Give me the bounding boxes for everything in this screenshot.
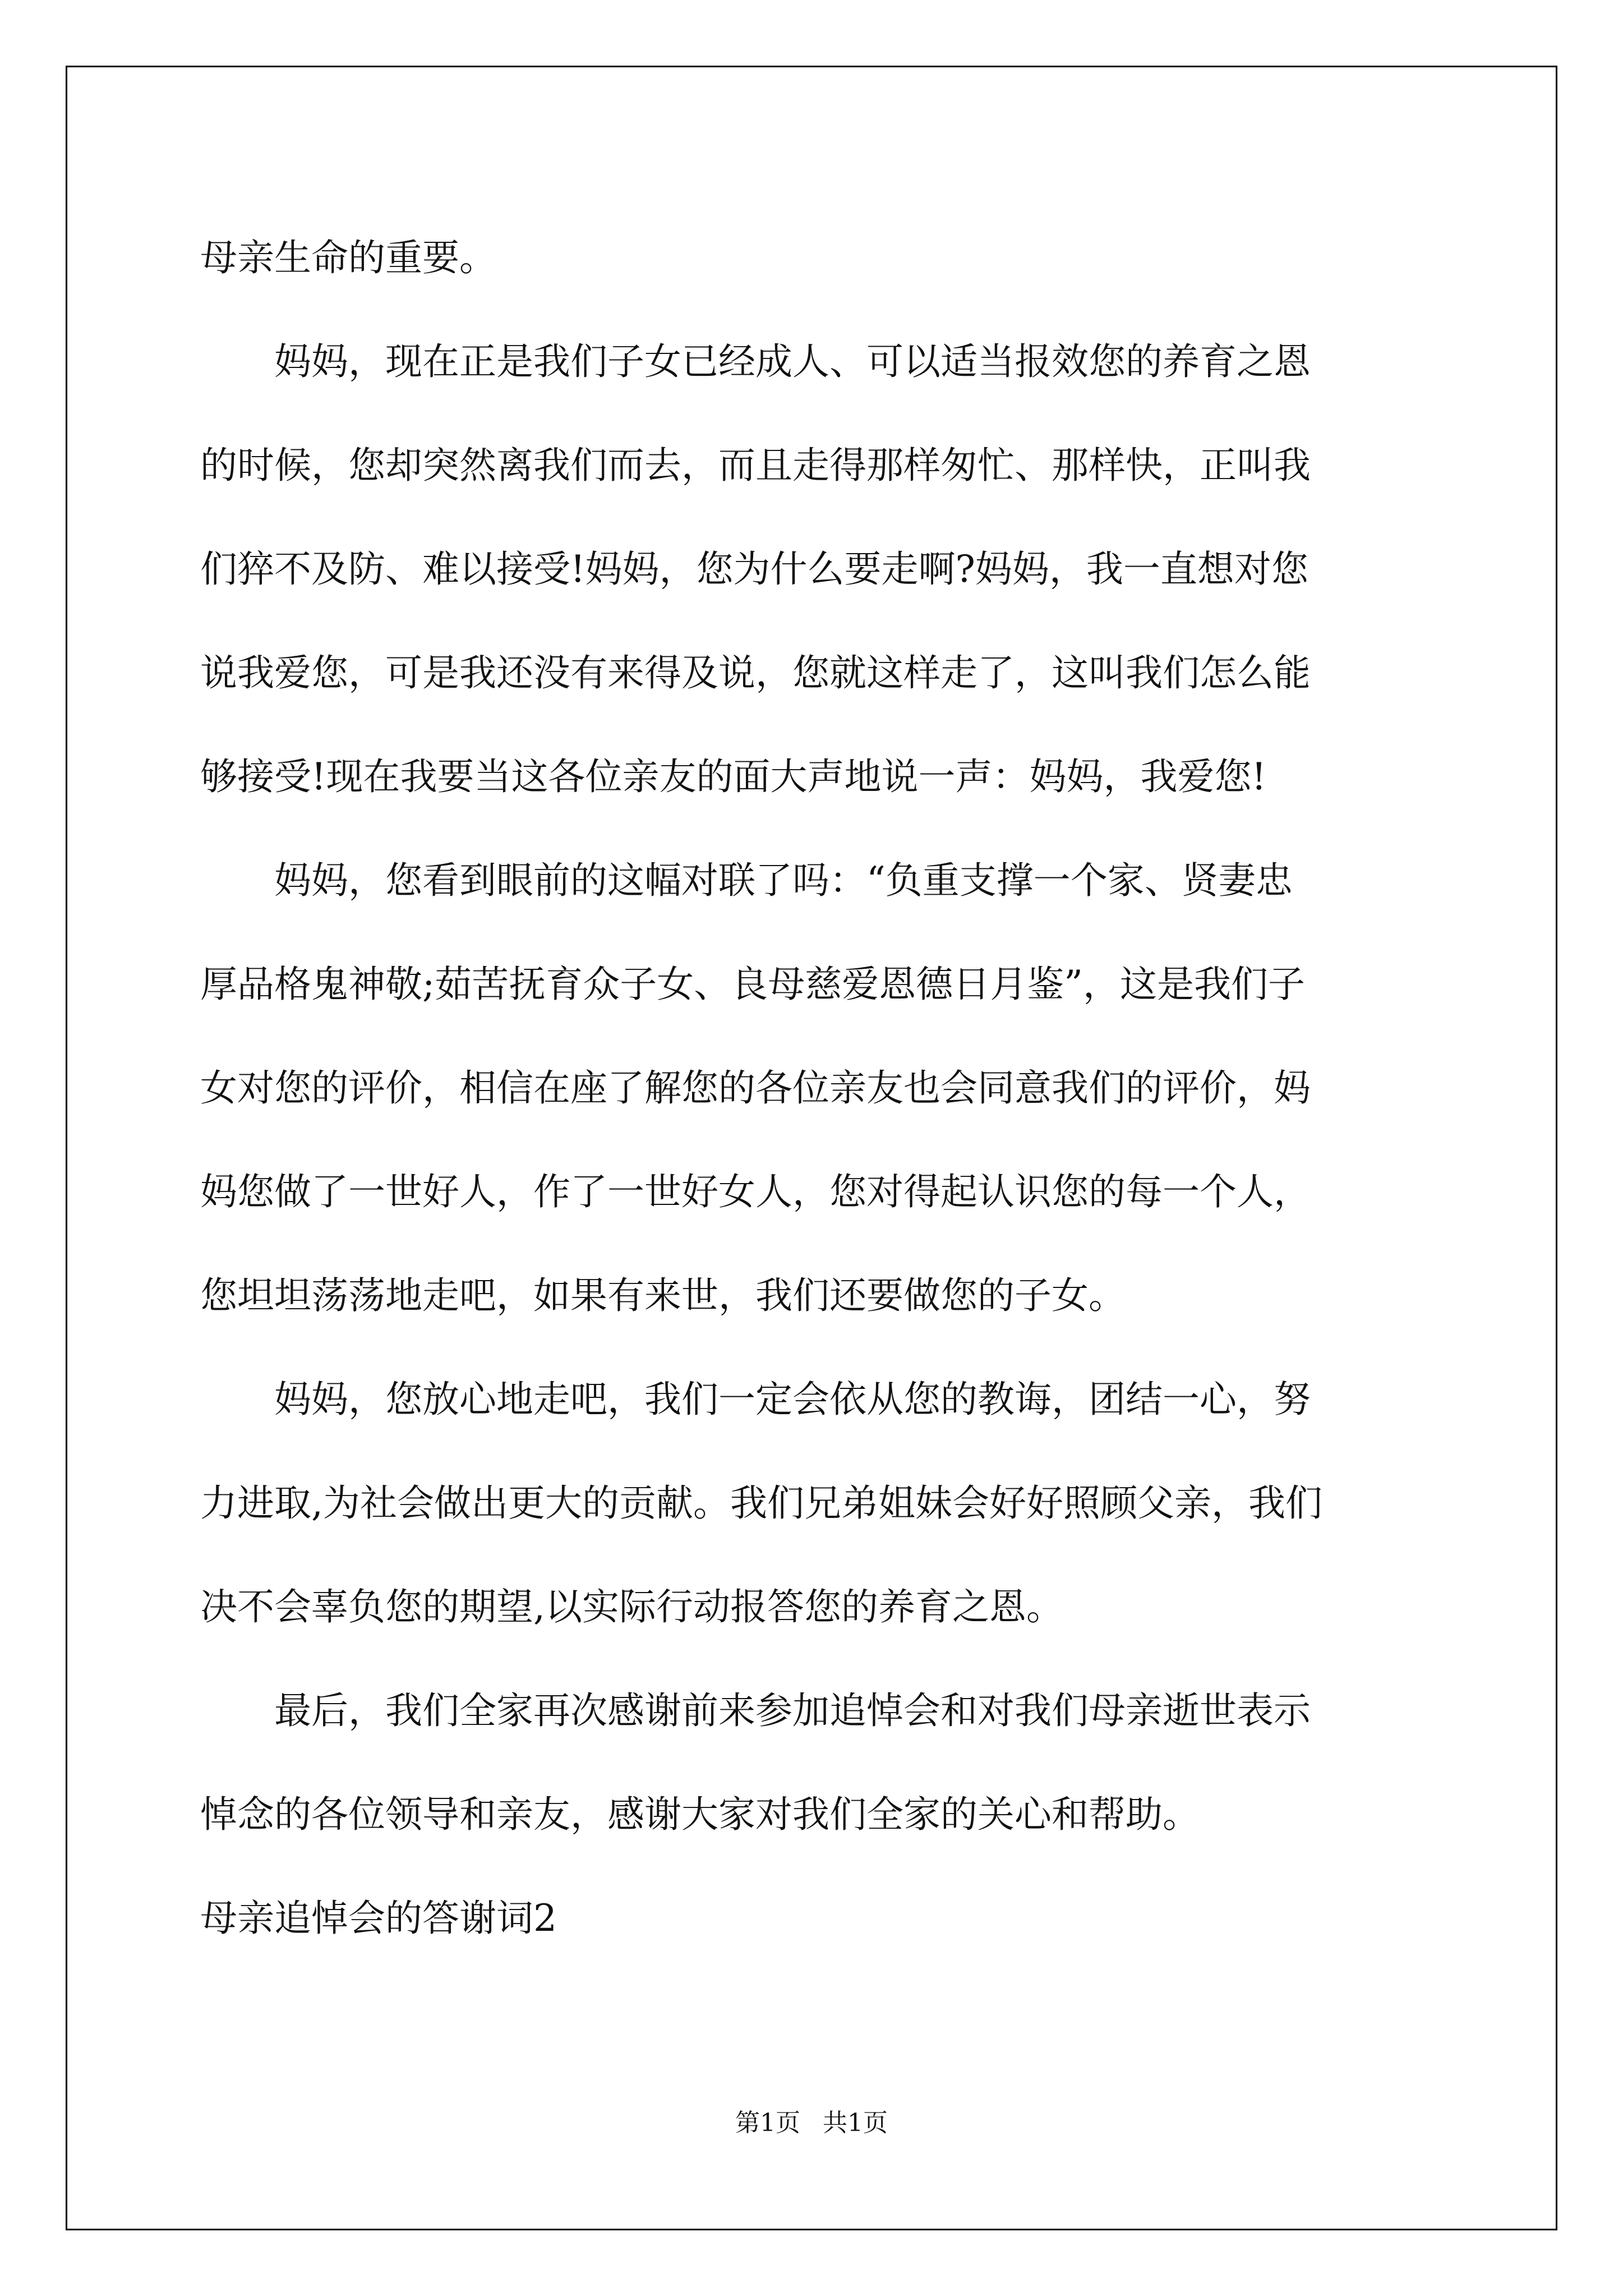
text-line: 您坦坦荡荡地走吧，如果有来世，我们还要做您的子女。 xyxy=(200,1274,1126,1317)
text-line: 妈您做了一世好人，作了一世好女人，您对得起认识您的每一个人， xyxy=(200,1170,1311,1213)
text-line: 们猝不及防、难以接受!妈妈，您为什么要走啊?妈妈，我一直想对您 xyxy=(200,547,1308,591)
document-body xyxy=(200,206,1434,1970)
text-line: 妈妈，现在正是我们子女已经成人、可以适当报效您的养育之恩 xyxy=(200,340,1311,383)
text-line: 力进取,为社会做出更大的贡献。我们兄弟姐妹会好好照顾父亲，我们 xyxy=(200,1481,1322,1525)
text-line: 妈妈，您看到眼前的这幅对联了吗：“负重支撑一个家、贤妻忠 xyxy=(200,859,1293,902)
page-total: 共1页 xyxy=(823,2109,888,2137)
text-line: 最后，我们全家再次感谢前来参加追悼会和对我们母亲逝世表示 xyxy=(200,1689,1311,1732)
text-line: 女对您的评价，相信在座了解您的各位亲友也会同意我们的评价，妈 xyxy=(200,1066,1311,1110)
text-line: 厚品格鬼神敬;茹苦抚育众子女、良母慈爱恩德日月鉴”，这是我们子 xyxy=(200,963,1305,1006)
text-line: 妈妈，您放心地走吧，我们一定会依从您的教诲，团结一心，努 xyxy=(200,1378,1311,1421)
text-line: 母亲生命的重要。 xyxy=(200,236,496,279)
section-heading: 母亲追悼会的答谢词2 xyxy=(200,1897,557,1940)
page-footer xyxy=(0,2102,1623,2138)
text-line: 决不会辜负您的期望,以实际行动报答您的养育之恩。 xyxy=(200,1585,1063,1628)
text-line: 够接受!现在我要当这各位亲友的面大声地说一声：妈妈，我爱您! xyxy=(200,755,1267,798)
page-number: 第1页 xyxy=(735,2109,800,2137)
text-line: 悼念的各位领导和亲友，感谢大家对我们全家的关心和帮助。 xyxy=(200,1793,1200,1836)
text-line: 说我爱您，可是我还没有来得及说，您就这样走了，这叫我们怎么能 xyxy=(200,651,1311,694)
text-line: 的时候，您却突然离我们而去，而且走得那样匆忙、那样快，正叫我 xyxy=(200,444,1311,487)
